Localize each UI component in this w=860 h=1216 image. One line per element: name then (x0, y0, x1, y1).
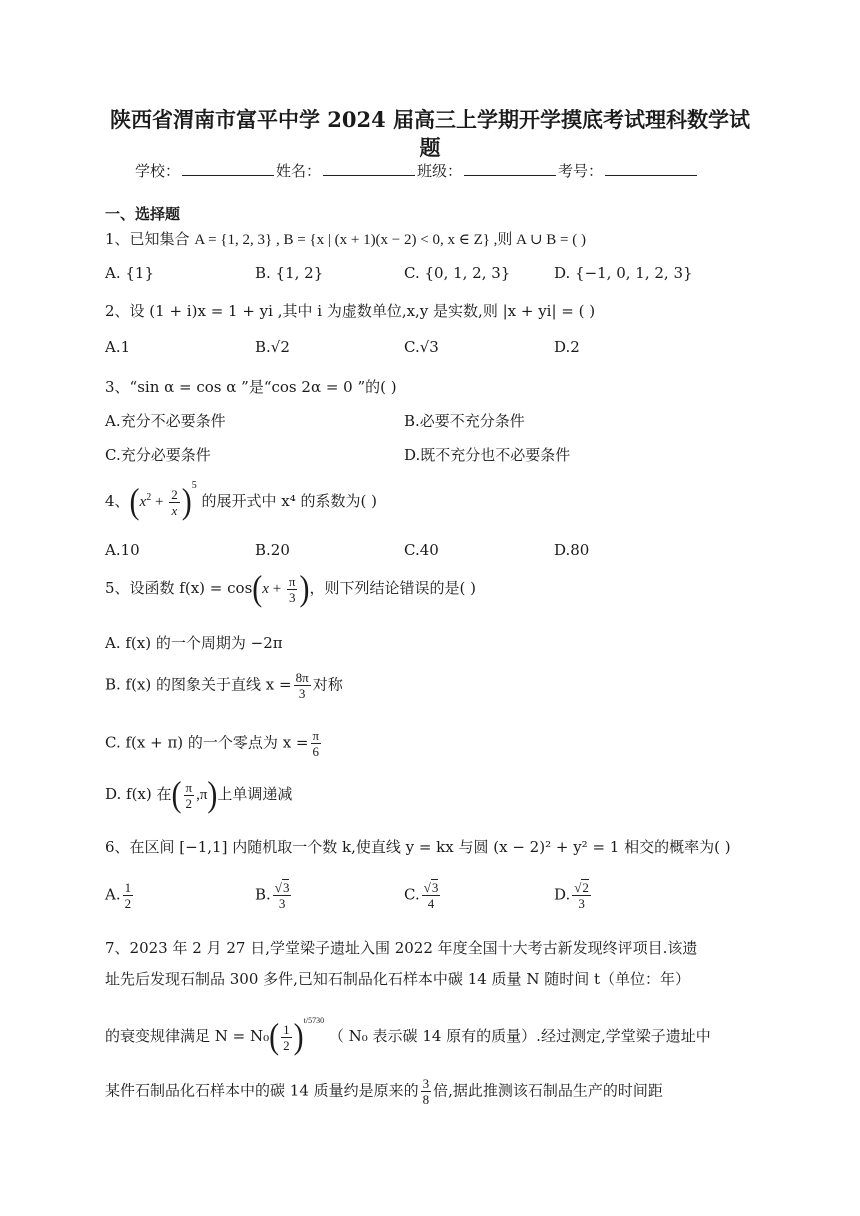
student-info (135, 160, 699, 181)
question-4-num: 4、 (105, 492, 130, 510)
question-1 (105, 228, 586, 249)
q4-option-c: C.40 (404, 541, 439, 559)
question-7-line4-pre: 某件石制品化石样本中的碳 14 质量约是原来的 (105, 1081, 419, 1100)
q2-option-b: B.√2 (255, 338, 290, 356)
question-4: 4、($x^2$ + $\frac{2}{x}$ )$^5$ 的展开式中 x⁴ 的系数为( ) (105, 480, 377, 522)
q5-option-d-text: D. f(x) 在 (105, 785, 172, 803)
question-7-line4-post: 倍,据此推测该石制品生产的时间距 (433, 1081, 663, 1100)
class-blank[interactable] (464, 161, 556, 176)
number-label: 考号： (558, 162, 604, 180)
question-7-line4: 某件石制品化石样本中的碳 14 质量约是原来的 $\frac{3}{8}$ 倍,据此推测该石制品生产的时间距 (105, 1076, 663, 1107)
q5-option-a: A. f(x) 的一个周期为 −2π (105, 634, 283, 652)
q6-option-d-label: D. (554, 885, 571, 904)
q5-option-c-text: C. f(x + π) 的一个零点为 x = (105, 733, 309, 752)
q6-option-b: B. $\frac{√3}{3}$ (255, 880, 290, 911)
exam-title-line2: 题 (419, 135, 441, 160)
q1-option-a: A. {1} (105, 264, 154, 282)
question-6: 6、在区间 [−1,1] 内随机取一个数 k,使直线 y = kx 与圆 (x − 2)² + y² = 1 相交的概率为( ) (105, 838, 731, 856)
q4-option-b: B.20 (255, 541, 290, 559)
q2-option-a: A.1 (105, 338, 131, 356)
number-blank[interactable] (605, 161, 697, 176)
question-5: 5、设函数 f(x) = cos(x + $\frac{\pi}{3}$ )，则下列结论错误的是( ) (105, 568, 476, 609)
q6-option-b-label: B. (255, 885, 271, 904)
name-label: 姓名： (276, 162, 322, 180)
question-7-line3-pre: 的衰变规律满足 N = N₀ (105, 1027, 270, 1045)
q6-option-a-label: A. (105, 885, 121, 904)
question-7-line1: 7、2023 年 2 月 27 日,学堂梁子遗址入围 2022 年度全国十大考古新发现终评项目.该遗 (105, 939, 698, 957)
question-5-suffix: ，则下列结论错误的是( ) (309, 579, 476, 597)
q4-option-d: D.80 (554, 541, 590, 559)
q5-option-b-text: B. f(x) 的图象关于直线 x = (105, 675, 292, 694)
q5-option-b: B. f(x) 的图象关于直线 x = $\frac{8\pi}{3}$ 对称 (105, 670, 343, 701)
q3-option-d: D.既不充分也不必要条件 (404, 446, 571, 464)
school-label: 学校： (135, 162, 181, 180)
q4-option-a: A.10 (105, 541, 140, 559)
exam-title-line1: 陕西省渭南市富平中学 2024 届高三上学期开学摸底考试理科数学试 (109, 107, 751, 132)
question-1-text: A = {1, 2, 3} , B = {x | (x + 1)(x − 2) < 0, x ∈ Z} ,则 A ∪ B = ( ) (194, 232, 586, 248)
question-2: 2、设 (1 + i)x = 1 + yi ,其中 i 为虚数单位,x,y 是实数,则 |x + yi| = ( ) (105, 302, 596, 320)
class-label: 班级： (417, 162, 463, 180)
q1-option-c: C. {0, 1, 2, 3} (404, 264, 511, 282)
question-7-line3-post: （ N₀ 表示碳 14 原有的质量）.经过测定,学堂梁子遗址中 (328, 1027, 711, 1045)
q5-option-b-post: 对称 (312, 675, 343, 694)
q6-option-c: C. $\frac{√3}{4}$ (404, 880, 439, 911)
question-5-prefix: 5、设函数 f(x) = cos (105, 579, 253, 597)
question-4-suffix: 的展开式中 x⁴ 的系数为( ) (201, 492, 377, 510)
q1-option-d: D. {−1, 0, 1, 2, 3} (554, 264, 693, 282)
q1-option-b: B. {1, 2} (255, 264, 324, 282)
q3-option-a: A.充分不必要条件 (105, 412, 226, 430)
question-7-line2: 址先后发现石制品 300 多件,已知石制品化石样本中碳 14 质量 N 随时间 t（单位：年） (105, 970, 691, 988)
question-7-line3: 的衰变规律满足 N = N₀( $\frac{1}{2}$ )$^{t/5730}$ （ N₀ 表示碳 14 原有的质量）.经过测定,学堂梁子遗址中 (105, 1016, 711, 1057)
q5-option-d: D. f(x) 在( $\frac{\pi}{2}$ ,π)上单调递减 (105, 774, 293, 815)
q3-option-b: B.必要不充分条件 (404, 412, 525, 430)
q6-option-c-label: C. (404, 885, 420, 904)
section-heading: 一、选择题 (105, 205, 181, 223)
question-3: 3、“sin α = cos α ”是“cos 2α = 0 ”的( ) (105, 378, 397, 396)
q6-option-d: D. $\frac{√2}{3}$ (554, 880, 589, 911)
school-blank[interactable] (182, 161, 274, 176)
q2-option-c: C.√3 (404, 338, 439, 356)
name-blank[interactable] (323, 161, 415, 176)
q5-option-d-post: 上单调递减 (217, 785, 293, 803)
q6-option-a: A. $\frac{1}{2}$ (105, 880, 132, 911)
q3-option-c: C.充分必要条件 (105, 446, 211, 464)
q5-option-c: C. f(x + π) 的一个零点为 x = $\frac{\pi}{6}$ (105, 728, 320, 759)
question-1-num: 1、已知集合 (105, 230, 190, 248)
q2-option-d: D.2 (554, 338, 580, 356)
